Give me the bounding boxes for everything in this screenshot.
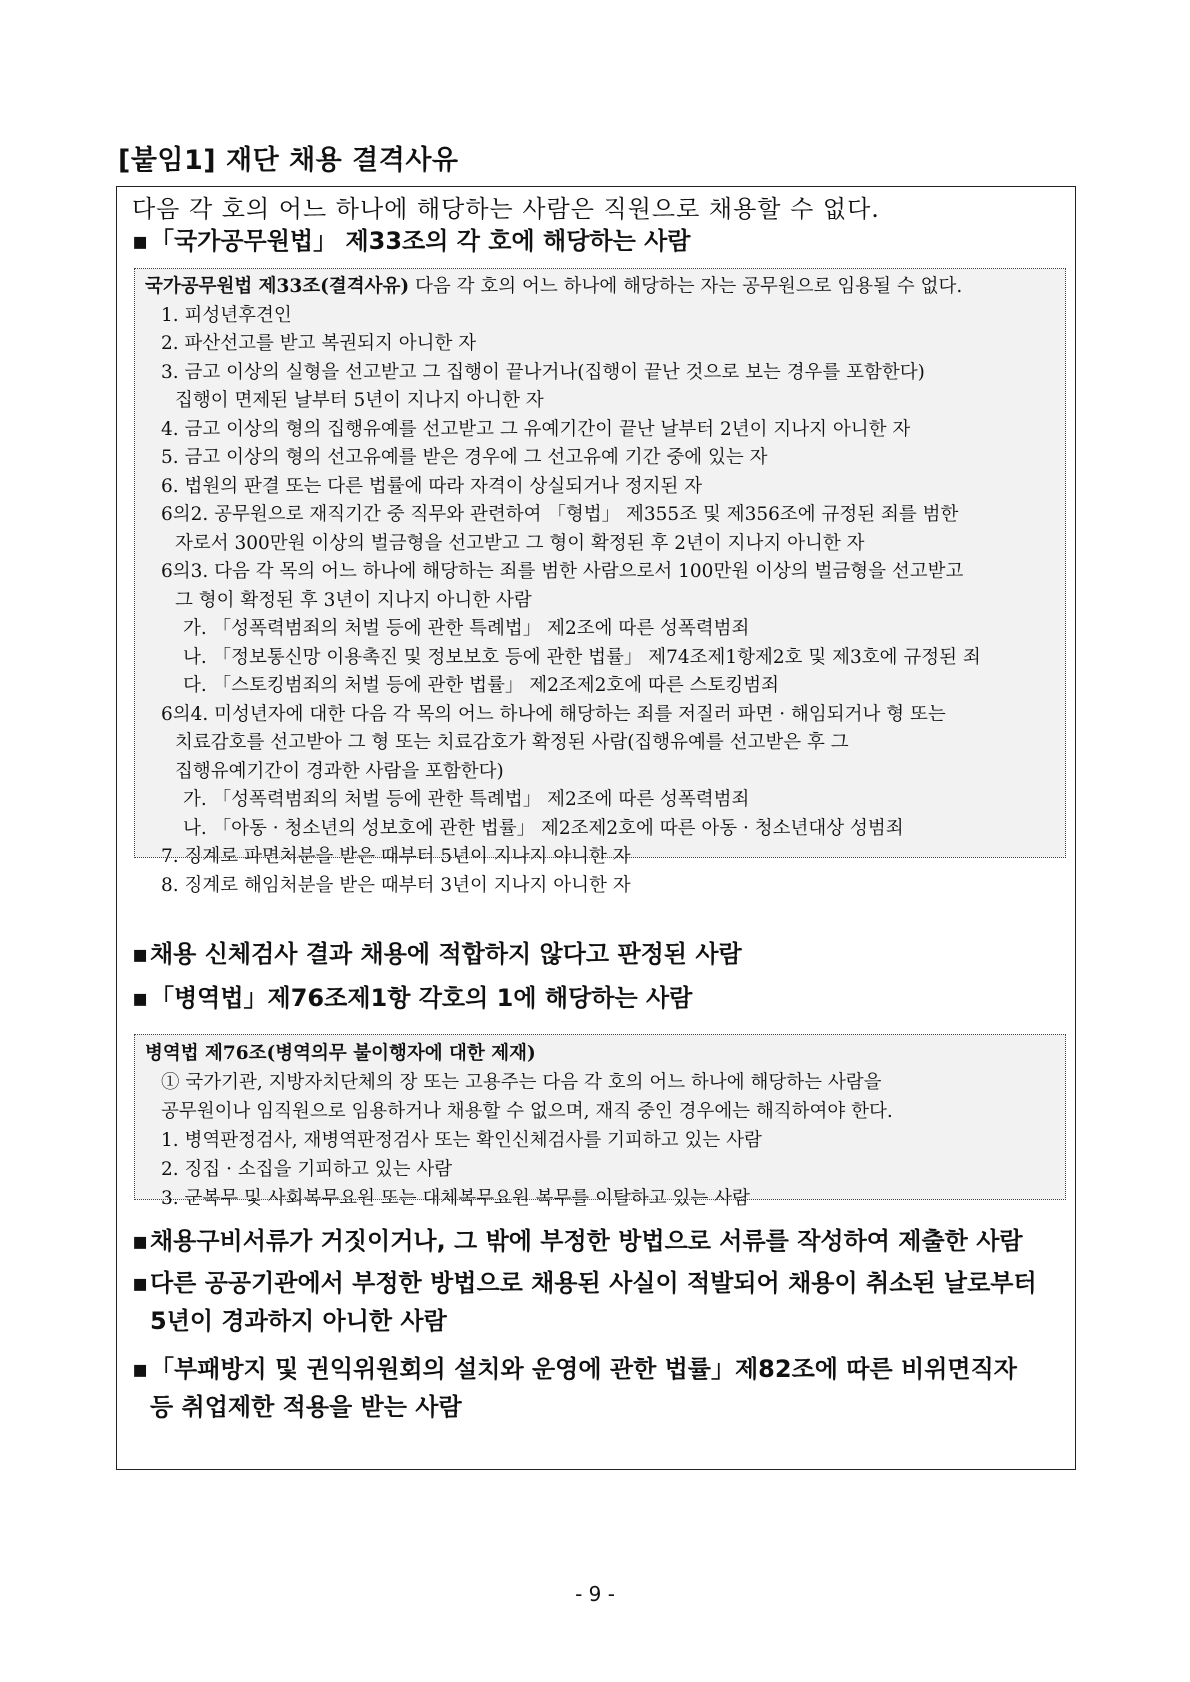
page-title: [붙임1] 재단 채용 결격사유 xyxy=(118,145,459,176)
bullet-text: 「국가공무원법」 제33조의 각 호에 해당하는 사람 xyxy=(150,227,691,255)
bullet-text-continuation: 등 취업제한 적용을 받는 사람 xyxy=(150,1393,462,1421)
bullet-marker: ▪ xyxy=(132,1227,149,1255)
law-item: 6의4. 미성년자에 대한 다음 각 목의 어느 하나에 해당하는 죄를 저질러 파면 · 해임되거나 형 또는 xyxy=(161,703,946,725)
law-item: 5. 금고 이상의 형의 선고유예를 받은 경우에 그 선고유예 기간 중에 있는 자 xyxy=(161,447,768,468)
law-box-heading-bold: 국가공무원법 제33조(결격사유) xyxy=(145,276,410,297)
bullet-marker: ▪ xyxy=(132,227,149,255)
bullet-text: 「부패방지 및 권익위원회의 설치와 운영에 관한 법률」제82조에 따른 비위면직자 xyxy=(150,1355,1017,1383)
law-item: 8. 징계로 해임처분을 받은 때부터 3년이 지나지 아니한 자 xyxy=(161,874,631,896)
bullet-item-4 xyxy=(132,1222,1023,1260)
bullet-text: 「병역법」제76조제1항 각호의 1에 해당하는 사람 xyxy=(150,984,693,1012)
law-item: 1. 피성년후견인 xyxy=(161,304,292,326)
bullet-marker: ▪ xyxy=(132,1269,149,1297)
law-box-heading xyxy=(145,1039,1055,1068)
law-item: 3. 금고 이상의 실형을 선고받고 그 집행이 끝나거나(집행이 끝난 것으로 보는 경우를 포함한다) xyxy=(161,361,925,383)
law-item-continuation: 자로서 300만원 이상의 벌금형을 선고받고 그 형이 확정된 후 2년이 지나지 아니한 자 xyxy=(175,532,865,554)
law-subitem: 나. 「아동 · 청소년의 성보호에 관한 법률」 제2조제2호에 따른 아동 · 청소년대상 성범죄 xyxy=(183,817,904,839)
law-item-continuation: 집행유예기간이 경과한 사람을 포함한다) xyxy=(175,760,504,782)
law-box-heading-rest: 다음 각 호의 어느 하나에 해당하는 자는 공무원으로 임용될 수 없다. xyxy=(409,276,963,297)
bullet-text: 채용 신체검사 결과 채용에 적합하지 않다고 판정된 사람 xyxy=(150,940,742,968)
bullet-text-continuation: 5년이 경과하지 아니한 사람 xyxy=(150,1307,447,1335)
law-item: 6. 법원의 판결 또는 다른 법률에 따라 자격이 상실되거나 정지된 자 xyxy=(161,475,703,497)
law-item-continuation: 그 형이 확정된 후 3년이 지나지 아니한 사람 xyxy=(175,589,532,611)
law-item: 1. 병역판정검사, 재병역판정검사 또는 확인신체검사를 기피하고 있는 사람 xyxy=(161,1130,762,1151)
law-item: 2. 징집 · 소집을 기피하고 있는 사람 xyxy=(161,1159,453,1180)
bullet-item-1 xyxy=(132,222,691,260)
law-box-heading xyxy=(145,273,1055,302)
law-item-continuation: 공무원이나 임직원으로 임용하거나 채용할 수 없으며, 재직 중인 경우에는 해직하여야 한다. xyxy=(161,1101,893,1122)
law-quote-box-military-service xyxy=(134,1034,1066,1209)
law-subitem: 가. 「성폭력범죄의 처벌 등에 관한 특례법」 제2조에 따른 성폭력범죄 xyxy=(183,618,750,639)
bullet-marker: ▪ xyxy=(132,984,149,1012)
law-subitem: 가. 「성폭력범죄의 처벌 등에 관한 특례법」 제2조에 따른 성폭력범죄 xyxy=(183,789,750,810)
law-item: 7. 징계로 파면처분을 받은 때부터 5년이 지나지 아니한 자 xyxy=(161,846,631,867)
law-item: 2. 파산선고를 받고 복권되지 아니한 자 xyxy=(161,333,477,354)
law-item: ① 국가기관, 지방자치단체의 장 또는 고용주는 다음 각 호의 어느 하나에 해당하는 사람을 xyxy=(161,1072,882,1093)
bullet-text: 채용구비서류가 거짓이거나, 그 밖에 부정한 방법으로 서류를 작성하여 제출한 사람 xyxy=(150,1227,1023,1255)
law-subitem: 나. 「정보통신망 이용촉진 및 정보보호 등에 관한 법률」 제74조제1항제2호 및 제3호에 규정된 죄 xyxy=(183,646,981,668)
law-box-heading-bold: 병역법 제76조(병역의무 불이행자에 대한 제재) xyxy=(145,1043,536,1064)
bullet-item-6 xyxy=(132,1350,1017,1426)
law-item: 4. 금고 이상의 형의 집행유예를 선고받고 그 유예기간이 끝난 날부터 2년이 지나지 아니한 자 xyxy=(161,418,911,440)
bullet-item-5 xyxy=(132,1264,1037,1340)
law-quote-box-civil-service xyxy=(134,268,1066,896)
law-item: 6의3. 다음 각 목의 어느 하나에 해당하는 죄를 범한 사람으로서 100만원 이상의 벌금형을 선고받고 xyxy=(161,561,964,582)
intro-text: 다음 각 호의 어느 하나에 해당하는 사람은 직원으로 채용할 수 없다. xyxy=(132,195,880,223)
law-subitem: 다. 「스토킹범죄의 처벌 등에 관한 법률」 제2조제2호에 따른 스토킹범죄 xyxy=(183,675,779,696)
law-item: 3. 군복무 및 사회복무요원 또는 대체복무요원 복무를 이탈하고 있는 사람 xyxy=(161,1188,750,1209)
law-item: 6의2. 공무원으로 재직기간 중 직무와 관련하여 「형법」 제355조 및 제356조에 규정된 죄를 범한 xyxy=(161,504,959,525)
law-item-continuation: 집행이 면제된 날부터 5년이 지나지 아니한 자 xyxy=(175,390,544,411)
bullet-marker: ▪ xyxy=(132,1355,149,1383)
bullet-text: 다른 공공기관에서 부정한 방법으로 채용된 사실이 적발되어 채용이 취소된 날로부터 xyxy=(150,1269,1037,1297)
bullet-item-3 xyxy=(132,979,692,1017)
law-item-continuation: 치료감호를 선고받아 그 형 또는 치료감호가 확정된 사람(집행유예를 선고받은 후 그 xyxy=(175,732,849,753)
bullet-marker: ▪ xyxy=(132,940,149,968)
page-number: - 9 - xyxy=(575,1582,615,1606)
bullet-item-2 xyxy=(132,935,742,973)
